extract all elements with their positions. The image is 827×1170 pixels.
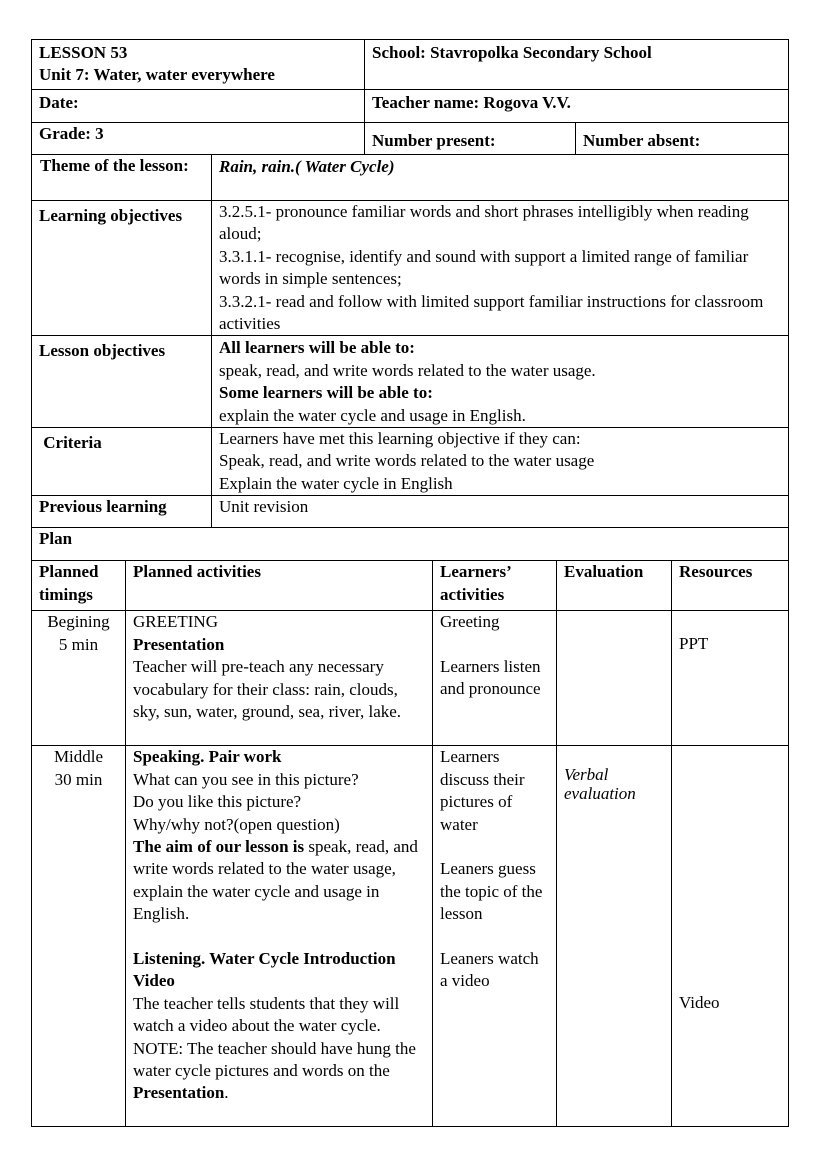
resources-header: Resources <box>679 562 753 582</box>
listening-text: The teacher tells students that they will watch a video about the water cycle. <box>133 993 400 1036</box>
beginning-evaluation-cell <box>557 611 672 746</box>
criteria-line: Explain the water cycle in English <box>219 473 453 493</box>
timings-header-line: timings <box>39 584 93 604</box>
school-name: School: Stavropolka Secondary School <box>372 43 652 62</box>
lesson-objectives-label-cell <box>32 336 212 428</box>
previous-learning-label: Previous learning <box>39 497 167 517</box>
learning-objectives-label: Learning objectives <box>39 206 183 225</box>
note-text: NOTE: The teacher should have hung the water cycle pictures and words on the <box>133 1038 416 1080</box>
aim-text: speak, read, and write words related to the water usage, explain the water cycle and usage in English. <box>133 836 418 924</box>
beginning-resources-cell <box>672 611 789 746</box>
middle-timing-cell <box>32 746 126 1127</box>
verbal-evaluation: Verbal evaluation <box>564 765 636 804</box>
beginning-duration: 5 min <box>58 634 99 654</box>
col-header-timings <box>32 561 126 611</box>
grade-label: Grade: 3 <box>39 124 104 143</box>
middle-activities-cell <box>126 746 433 1127</box>
school-cell <box>365 40 789 90</box>
criteria-cell <box>212 428 789 496</box>
presentation-heading: Presentation <box>133 634 225 654</box>
theme-value-cell <box>212 155 789 201</box>
plan-heading-cell <box>32 528 789 561</box>
some-learners-heading: Some learners will be able to: <box>219 383 433 403</box>
beginning-activities-cell <box>126 611 433 746</box>
middle-evaluation-cell <box>557 746 672 1127</box>
learning-objectives-cell <box>212 201 789 336</box>
previous-learning-cell <box>212 496 789 528</box>
number-present: Number present: <box>372 131 496 150</box>
learner-activity: Leaners guess the topic of the lesson <box>440 859 543 924</box>
resource-ppt: PPT <box>679 634 709 654</box>
middle-stage: Middle <box>53 747 104 767</box>
previous-learning-label-cell <box>32 496 212 528</box>
previous-learning-value: Unit revision <box>219 497 309 517</box>
learning-objective-item: 3.2.5.1- pronounce familiar words and short phrases intelligibly when reading aloud; <box>219 202 749 244</box>
lesson-cell <box>32 40 365 90</box>
table-row <box>32 746 789 1127</box>
col-header-resources <box>672 561 789 611</box>
theme-label-cell <box>32 155 212 201</box>
header-table <box>31 39 789 155</box>
date-cell <box>32 90 365 123</box>
learners-header-line: activities <box>440 584 505 604</box>
greeting-label: GREETING <box>133 612 218 632</box>
learning-objective-item: 3.3.2.1- read and follow with limited support familiar instructions for classroom activities <box>219 291 764 334</box>
criteria-label-cell <box>32 428 212 496</box>
learners-header-line: Learners’ <box>440 562 512 582</box>
col-header-evaluation <box>557 561 672 611</box>
learner-activity: Learners discuss their pictures of water <box>440 747 525 834</box>
lesson-aim <box>133 836 425 926</box>
objectives-table <box>31 154 789 528</box>
lesson-objectives-cell <box>212 336 789 428</box>
question-line: Do you like this picture? <box>133 792 302 812</box>
middle-resources-cell <box>672 746 789 1127</box>
date-label: Date: <box>39 93 79 112</box>
teacher-note <box>133 1038 425 1105</box>
listening-heading: Listening. Water Cycle Introduction Video <box>133 948 396 991</box>
all-learners-text: speak, read, and write words related to the water usage. <box>219 360 596 380</box>
aim-label: The aim of our lesson is <box>133 836 305 856</box>
unit-title: Unit 7: Water, water everywhere <box>39 65 275 85</box>
table-row <box>32 611 789 746</box>
question-line: Why/why not?(open question) <box>133 814 340 834</box>
all-learners-heading: All learners will be able to: <box>219 338 415 358</box>
learner-activity: Learners listen and pronounce <box>440 657 541 699</box>
theme-label: Theme of the lesson: <box>40 156 189 175</box>
lesson-number: LESSON 53 <box>39 43 128 62</box>
note-bold: Presentation <box>133 1083 225 1103</box>
some-learners-text: explain the water cycle and usage in English. <box>219 405 526 425</box>
plan-heading: Plan <box>39 529 73 549</box>
criteria-line: Speak, read, and write words related to the water usage <box>219 451 595 471</box>
beginning-learners-cell <box>433 611 557 746</box>
number-absent: Number absent: <box>583 131 701 150</box>
resource-video: Video <box>679 993 720 1013</box>
evaluation-header: Evaluation <box>564 562 644 582</box>
question-line: What can you see in this picture? <box>133 769 359 789</box>
beginning-stage: Begining <box>47 612 110 632</box>
learning-objectives-label-cell <box>32 201 212 336</box>
speaking-heading: Speaking. Pair work <box>133 747 282 767</box>
absent-cell <box>576 123 789 155</box>
col-header-learners <box>433 561 557 611</box>
learner-activity: Greeting <box>440 612 500 632</box>
lesson-plan <box>31 39 788 1127</box>
grade-cell <box>32 123 365 155</box>
learner-activity: Leaners watch a video <box>440 948 539 991</box>
beginning-timing-cell <box>32 611 126 746</box>
plan-table <box>31 527 789 1127</box>
teacher-name: Teacher name: Rogova V.V. <box>372 93 571 112</box>
middle-learners-cell <box>433 746 557 1127</box>
activities-header: Planned activities <box>133 562 261 582</box>
lesson-objectives-label: Lesson objectives <box>39 341 166 361</box>
note-end: . <box>224 1083 229 1103</box>
timings-header-line: Planned <box>39 562 99 582</box>
present-cell <box>365 123 576 155</box>
learning-objective-item: 3.3.1.1- recognise, identify and sound with support a limited range of familiar words in simple sentences; <box>219 246 749 289</box>
col-header-activities <box>126 561 433 611</box>
theme-value: Rain, rain.( Water Cycle) <box>219 157 395 176</box>
criteria-label: Criteria <box>39 433 102 453</box>
teacher-cell <box>365 90 789 123</box>
presentation-text: Teacher will pre-teach any necessary vocabulary for their class: rain, clouds, sky, sun, water, ground, sea, river, lake. <box>133 657 402 721</box>
criteria-line: Learners have met this learning objective if they can: <box>219 429 581 449</box>
middle-duration: 30 min <box>54 769 103 789</box>
